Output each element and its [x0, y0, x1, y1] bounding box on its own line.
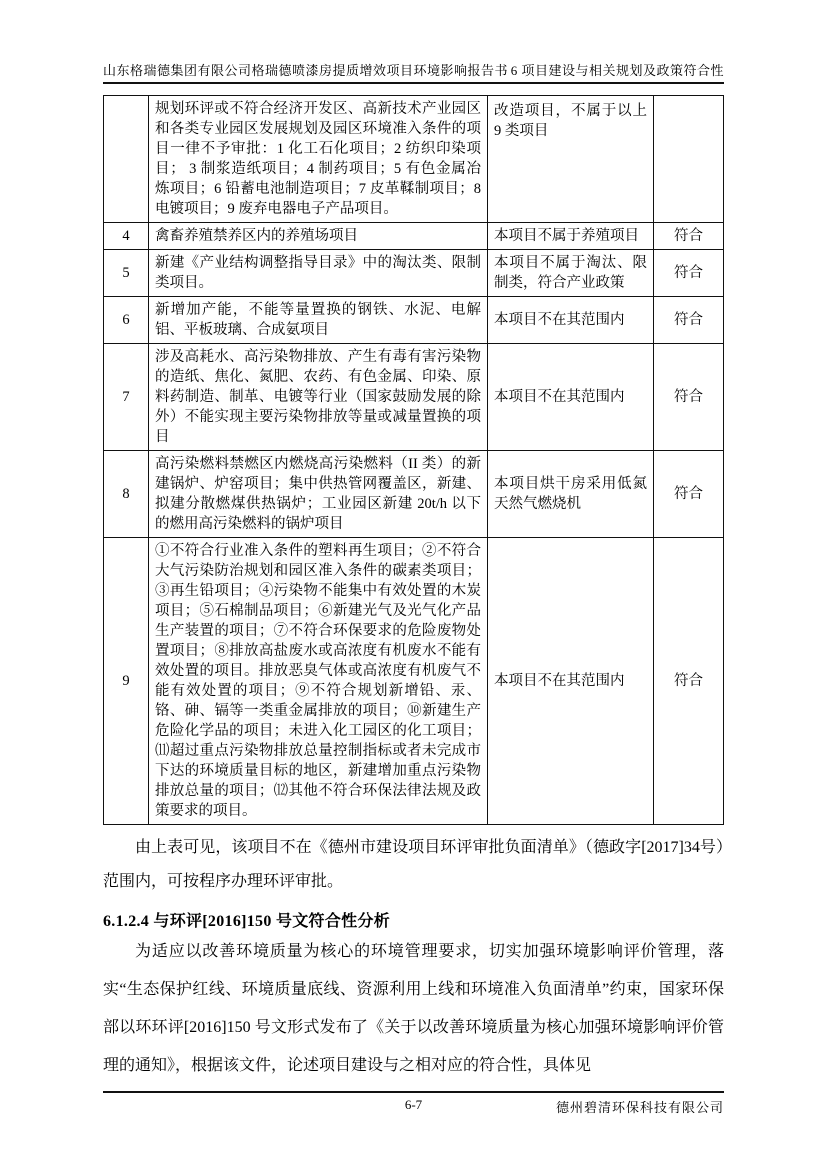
section-heading-6124: 6.1.2.4 与环评[2016]150 号文符合性分析 — [103, 913, 391, 931]
table-cell-content: 新建《产业结构调整指导目录》中的淘汰类、限制类项目。 — [149, 250, 488, 297]
table-cell-conclusion: 符合 — [654, 223, 724, 250]
table-row — [104, 250, 724, 297]
table-cell-analysis: 本项目不属于养殖项目 — [488, 223, 654, 250]
header-chapter-title: 6 项目建设与相关规划及政策符合性 — [510, 63, 724, 78]
table-cell-conclusion — [654, 96, 724, 223]
table-cell-conclusion: 符合 — [654, 451, 724, 538]
table-cell-content: 涉及高耗水、高污染物排放、产生有毒有害污染物的造纸、焦化、氮肥、农药、有色金属、印染、原料药制造、制革、电镀等行业（国家鼓励发展的除外）不能实现主要污染物排放等量或减量置换的项目 — [149, 344, 488, 451]
table-cell-content: 禽畜养殖禁养区内的养殖场项目 — [149, 223, 488, 250]
table-cell-analysis: 改造项目，不属于以上 9 类项目 — [488, 96, 654, 223]
table-cell-no: 9 — [104, 538, 149, 825]
header-report-title: 山东格瑞德集团有限公司格瑞德喷漆房提质增效项目环境影响报告书 — [103, 63, 509, 78]
table-cell-content: ①不符合行业准入条件的塑料再生项目；②不符合大气污染防治规划和园区准入条件的碳素类项目；③再生铅项目；④污染物不能集中有效处置的木炭项目；⑤石棉制品项目；⑥新建光气及光气化产品生产装置的项目；⑦不符合环保要求的危险废物处置项目；⑧排放高盐废水或高浓度有机废水不能有效处置的项目。排放恶臭气体或高浓度有机废气不能有效处置的项目；⑨不符合规划新增铅、汞、铬、砷、镉等一类重金属排放的项目；⑩新建生产危险化学品的项目；未进入化工园区的化工项目；⑾超过重点污染物排放总量控制指标或者未完成市下达的环境质量目标的地区，新建增加重点污染物排放总量的项目；⑿其他不符合环保法律法规及政策要求的项目。 — [149, 538, 488, 825]
table-row — [104, 297, 724, 344]
table-cell-conclusion: 符合 — [654, 250, 724, 297]
table-row — [104, 96, 724, 223]
table-cell-conclusion: 符合 — [654, 344, 724, 451]
table-row — [104, 538, 724, 825]
negative-list-compliance-table — [103, 95, 724, 825]
conclusion-paragraph: 由上表可见，该项目不在《德州市建设项目环评审批负面清单》（德政字[2017]34号）范围内，可按程序办理环评审批。 — [103, 839, 724, 890]
table-cell-no: 6 — [104, 297, 149, 344]
table-cell-no: 8 — [104, 451, 149, 538]
section-body-paragraph: 为适应以改善环境质量为核心的环境管理要求，切实加强环境影响评价管理，落实“生态保护红线、环境质量底线、资源利用上线和环境准入负面清单”约束，国家环保部以环环评[2016]150 号文形式发布了《关于以改善环境质量为核心加强环境影响评价管理的通知》，根据该文件，论述项目建设与之相对应的符合性，具体见 — [103, 943, 724, 1075]
table-cell-analysis: 本项目不在其范围内 — [488, 344, 654, 451]
table-cell-content: 新增加产能，不能等量置换的钢铁、水泥、电解铝、平板玻璃、合成氨项目 — [149, 297, 488, 344]
running-footer — [103, 1091, 724, 1117]
table-cell-no — [104, 96, 149, 223]
table-cell-conclusion: 符合 — [654, 297, 724, 344]
table-cell-no: 5 — [104, 250, 149, 297]
running-header — [103, 60, 724, 84]
footer-company-name: 德州碧清环保科技有限公司 — [555, 1100, 724, 1115]
page-content — [103, 95, 724, 1086]
table-cell-analysis: 本项目不在其范围内 — [488, 538, 654, 825]
table-cell-analysis: 本项目不在其范围内 — [488, 297, 654, 344]
table-cell-content: 规划环评或不符合经济开发区、高新技术产业园区和各类专业园区发展规划及园区环境准入条件的项目一律不予审批：1 化工石化项目；2 纺织印染项目； 3 制浆造纸项目；4 制药项目；5 有色金属冶炼项目；6 铅蓄电池制造项目；7 皮革鞣制项目；8 电镀项目；9 废弃电器电子产品项目。 — [149, 96, 488, 223]
table-cell-analysis: 本项目不属于淘汰、限制类，符合产业政策 — [488, 250, 654, 297]
table-row — [104, 451, 724, 538]
table-cell-no: 4 — [104, 223, 149, 250]
table-cell-no: 7 — [104, 344, 149, 451]
table-row — [104, 344, 724, 451]
table-cell-content: 高污染燃料禁燃区内燃烧高污染燃料（II 类）的新建锅炉、炉窑项目；集中供热管网覆盖区，新建、拟建分散燃煤供热锅炉；工业园区新建 20t/h 以下的燃用高污染燃料的锅炉项目 — [149, 451, 488, 538]
table-row — [104, 223, 724, 250]
table-cell-analysis: 本项目烘干房采用低氮天然气燃烧机 — [488, 451, 654, 538]
page-number: 6-7 — [404, 1097, 423, 1112]
footer-row — [103, 1093, 724, 1117]
table-cell-conclusion: 符合 — [654, 538, 724, 825]
